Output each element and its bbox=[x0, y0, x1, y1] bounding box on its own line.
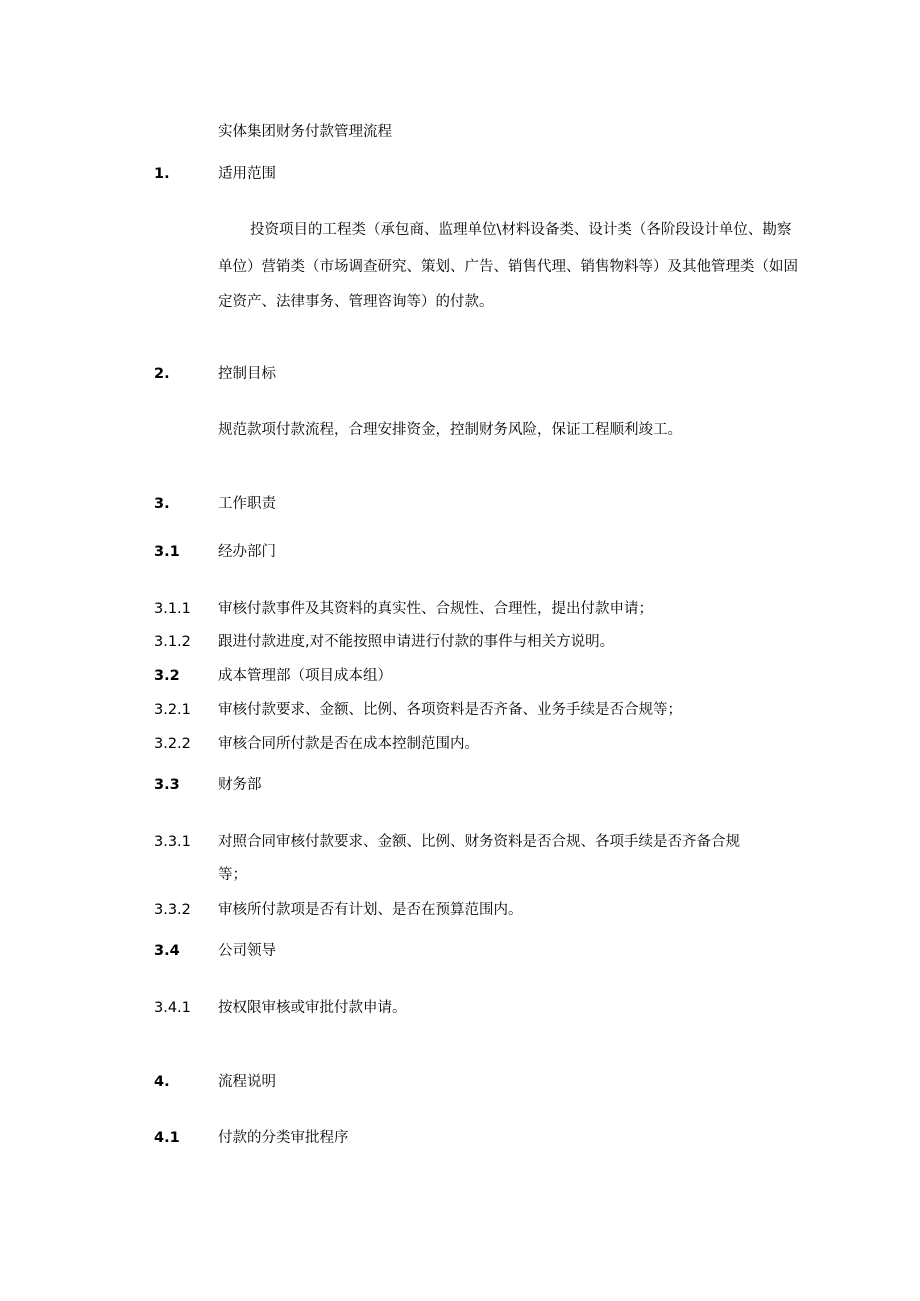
item-3-1-2-text: 跟进付款进度,对不能按照申请进行付款的事件与相关方说明。 bbox=[218, 634, 615, 650]
section-2-number: 2. bbox=[154, 366, 170, 382]
item-3-4-1-text: 按权限审核或审批付款申请。 bbox=[218, 1000, 407, 1016]
item-3-3-2-text: 审核所付款项是否有计划、是否在预算范围内。 bbox=[218, 902, 523, 918]
section-4-1-number: 4.1 bbox=[154, 1130, 180, 1146]
section-4-1-heading: 付款的分类审批程序 bbox=[218, 1130, 349, 1146]
section-3-1-heading: 经办部门 bbox=[218, 544, 276, 560]
item-3-2-1-number: 3.2.1 bbox=[154, 702, 191, 718]
item-3-1-2-number: 3.1.2 bbox=[154, 634, 191, 650]
item-3-1-1-text: 审核付款事件及其资料的真实性、合规性、合理性，提出付款申请； bbox=[218, 601, 653, 617]
section-1-para-line-2: 单位）营销类（市场调查研究、策划、广告、销售代理、销售物料等）及其他管理类（如固 bbox=[218, 259, 798, 275]
section-2-heading: 控制目标 bbox=[218, 366, 276, 382]
section-1-para-line-3: 定资产、法律事务、管理咨询等）的付款。 bbox=[218, 294, 494, 310]
section-3-3-number: 3.3 bbox=[154, 777, 180, 793]
section-3-heading: 工作职责 bbox=[218, 496, 276, 512]
section-1-heading: 适用范围 bbox=[218, 166, 276, 182]
section-3-number: 3. bbox=[154, 496, 170, 512]
item-3-3-1-number: 3.3.1 bbox=[154, 834, 191, 850]
section-2-para: 规范款项付款流程，合理安排资金，控制财务风险，保证工程顺利竣工。 bbox=[218, 422, 682, 438]
item-3-1-1-number: 3.1.1 bbox=[154, 601, 191, 617]
section-3-4-number: 3.4 bbox=[154, 943, 180, 959]
item-3-4-1-number: 3.4.1 bbox=[154, 1000, 191, 1016]
document-title: 实体集团财务付款管理流程 bbox=[218, 124, 392, 140]
section-3-2-number: 3.2 bbox=[154, 668, 180, 684]
section-3-3-heading: 财务部 bbox=[218, 777, 262, 793]
section-4-number: 4. bbox=[154, 1074, 170, 1090]
item-3-2-2-number: 3.2.2 bbox=[154, 736, 191, 752]
section-1-para-line-1: 投资项目的工程类（承包商、监理单位\材料设备类、设计类（各阶段设计单位、勘察 bbox=[250, 222, 792, 238]
item-3-2-1-text: 审核付款要求、金额、比例、各项资料是否齐备、业务手续是否合规等； bbox=[218, 702, 682, 718]
section-3-1-number: 3.1 bbox=[154, 544, 180, 560]
section-3-2-heading: 成本管理部（项目成本组） bbox=[218, 668, 392, 684]
section-1-number: 1. bbox=[154, 166, 170, 182]
section-4-heading: 流程说明 bbox=[218, 1074, 276, 1090]
section-3-4-heading: 公司领导 bbox=[218, 943, 276, 959]
item-3-2-2-text: 审核合同所付款是否在成本控制范围内。 bbox=[218, 736, 479, 752]
item-3-3-1-continuation: 等； bbox=[218, 867, 247, 883]
item-3-3-2-number: 3.3.2 bbox=[154, 902, 191, 918]
item-3-3-1-text: 对照合同审核付款要求、金额、比例、财务资料是否合规、各项手续是否齐备合规 bbox=[218, 834, 740, 850]
